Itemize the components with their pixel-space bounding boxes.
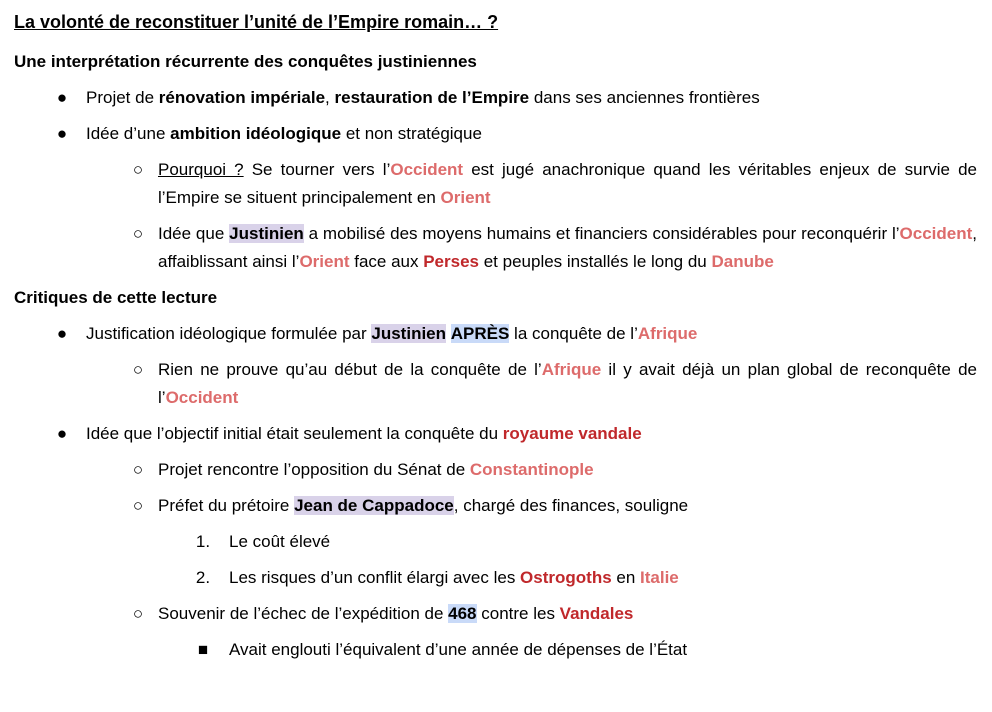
text-run: en bbox=[611, 568, 641, 587]
list-item bbox=[197, 636, 977, 664]
text-run: Avait englouti l’équivalent d’une année de dépenses de l’État bbox=[229, 640, 688, 659]
text-run: , chargé des finances, souligne bbox=[453, 496, 689, 515]
text-run: et peuples installés le long du bbox=[479, 252, 712, 271]
list-item bbox=[56, 120, 977, 148]
list-marker: ○ bbox=[132, 496, 144, 515]
list-item bbox=[132, 492, 977, 520]
text-run: Occident bbox=[899, 224, 973, 243]
text-run: Vandales bbox=[559, 604, 634, 623]
text-run: Idée d’une bbox=[86, 124, 171, 143]
text-run: , affaiblissant ainsi l’ bbox=[158, 224, 977, 271]
text-run: Afrique bbox=[637, 324, 698, 343]
list-item bbox=[56, 420, 977, 448]
text-run: Critiques de cette lecture bbox=[14, 288, 218, 307]
text-run: restauration de l’Empire bbox=[334, 88, 530, 107]
text-run: Préfet du prétoire bbox=[158, 496, 295, 515]
text-run: Projet de bbox=[86, 88, 159, 107]
text-run: Danube bbox=[711, 252, 774, 271]
text-run: Ostrogoths bbox=[520, 568, 612, 587]
text-run: a mobilisé des moyens humains et financiers considérables pour reconquérir l’ bbox=[303, 224, 900, 243]
text-run: est jugé anachronique quand les véritables enjeux de survie de l’Empire se situent principalement en bbox=[158, 160, 977, 207]
list-marker: ○ bbox=[132, 360, 144, 379]
list-marker: ● bbox=[56, 424, 68, 443]
list-item bbox=[56, 84, 977, 112]
list-item bbox=[132, 456, 977, 484]
list-item bbox=[132, 356, 977, 412]
text-run: Projet rencontre l’opposition du Sénat de bbox=[158, 460, 470, 479]
highlighted-text: Jean de Cappadoce bbox=[294, 496, 454, 515]
text-run: et non stratégique bbox=[341, 124, 482, 143]
text-run: Constantinople bbox=[469, 460, 594, 479]
text-run: Pourquoi ? bbox=[158, 160, 244, 179]
list-marker: ○ bbox=[132, 460, 144, 479]
text-run: Le coût élevé bbox=[229, 532, 331, 551]
section-heading bbox=[14, 48, 977, 76]
text-run: Idée que bbox=[158, 224, 230, 243]
list-marker: ○ bbox=[132, 224, 144, 243]
text-run: Perses bbox=[423, 252, 479, 271]
list-item bbox=[132, 600, 977, 628]
text-run: Se tourner vers l’ bbox=[243, 160, 391, 179]
list-item bbox=[132, 156, 977, 212]
list-marker: ○ bbox=[132, 160, 144, 179]
list-marker: ■ bbox=[197, 640, 209, 659]
text-run: Rien ne prouve qu’au début de la conquête de l’ bbox=[158, 360, 542, 379]
text-run: Italie bbox=[640, 568, 679, 587]
text-run: Souvenir de l’échec de l’expédition de bbox=[158, 604, 449, 623]
text-run: Occident bbox=[390, 160, 464, 179]
text-run: il y avait déjà un plan global de reconquête de l’ bbox=[158, 360, 977, 407]
list-marker: 2. bbox=[195, 568, 211, 587]
text-run: la conquête de l’ bbox=[509, 324, 638, 343]
list-marker: ● bbox=[56, 88, 68, 107]
section-heading bbox=[14, 284, 977, 312]
list-item bbox=[195, 528, 977, 556]
list-marker: ● bbox=[56, 124, 68, 143]
text-run: ambition idéologique bbox=[170, 124, 342, 143]
text-run: Occident bbox=[165, 388, 239, 407]
text-run: Orient bbox=[440, 188, 491, 207]
list-marker: ● bbox=[56, 324, 68, 343]
text-run: face aux bbox=[349, 252, 424, 271]
text-run: , bbox=[325, 88, 335, 107]
list-item bbox=[56, 320, 977, 348]
text-run: Justification idéologique formulée par bbox=[86, 324, 372, 343]
text-run: contre les bbox=[476, 604, 560, 623]
text-run: royaume vandale bbox=[502, 424, 642, 443]
text-run: Les risques d’un conflit élargi avec les bbox=[229, 568, 521, 587]
text-run: Afrique bbox=[541, 360, 602, 379]
outline-list bbox=[14, 48, 977, 664]
list-marker: ○ bbox=[132, 604, 144, 623]
text-run: Orient bbox=[299, 252, 350, 271]
highlighted-text: APRÈS bbox=[450, 324, 510, 343]
text-run: rénovation impériale bbox=[158, 88, 326, 107]
highlighted-text: Justinien bbox=[229, 224, 304, 243]
text-run: dans ses anciennes frontières bbox=[529, 88, 760, 107]
list-item bbox=[132, 220, 977, 276]
list-item bbox=[195, 564, 977, 592]
highlighted-text: 468 bbox=[448, 604, 477, 623]
document-title: La volonté de reconstituer l’unité de l’Empire romain… ? bbox=[14, 12, 499, 32]
highlighted-text: Justinien bbox=[371, 324, 447, 343]
list-marker: 1. bbox=[195, 532, 211, 551]
text-run: Une interprétation récurrente des conquêtes justiniennes bbox=[14, 52, 477, 71]
text-run: Idée que l’objectif initial était seulement la conquête du bbox=[86, 424, 503, 443]
